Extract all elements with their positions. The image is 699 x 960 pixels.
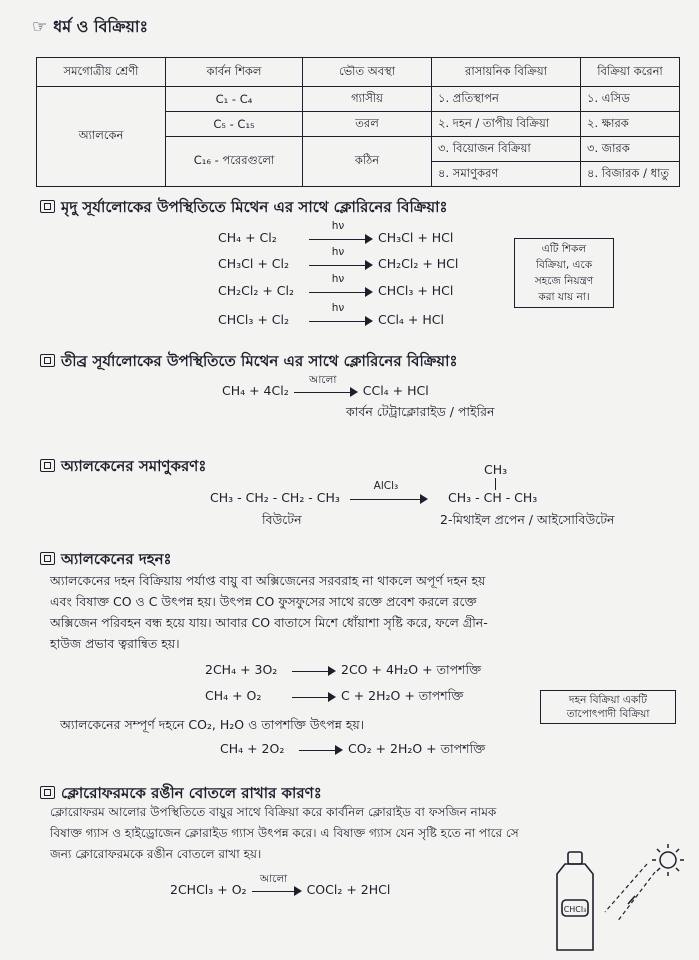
equation: CH₄ + 2O₂ CO₂ + 2H₂O + তাপশক্তি bbox=[220, 741, 486, 756]
group-cell: অ্যালকেন bbox=[37, 87, 166, 187]
light-rays-icon bbox=[605, 864, 655, 922]
pointing-hand-icon: ☞ bbox=[32, 17, 48, 37]
branch-group: CH₃ bbox=[484, 462, 508, 477]
state-cell: গ্যাসীয় bbox=[303, 87, 432, 112]
equation: 2CHCl₃ + O₂ আলো COCl₂ + 2HCl bbox=[170, 872, 391, 897]
state-cell: কঠিন bbox=[303, 137, 432, 187]
section-heading-mild-sunlight: মৃদু সূর্যালোকের উপস্থিতিতে মিথেন এর সাথে ক্লোরিনের বিক্রিয়াঃ bbox=[40, 196, 448, 221]
combustion-paragraph: অ্যালকেনের দহন বিক্রিয়ায় পর্যাপ্ত বায়ু বা অক্সিজেনের সরবরাহ না থাকলে অপূর্ণ দহন হয় এবং বিষাক্ত CO ও C উৎপন্ন হয়। উৎপন্ন CO ফুসফুসের সাথে রক্তে প্রবেশ করলে রক্তে অক্সিজেন পরিবহন বন্ধ হয়ে যায়। আবার CO বাতাসে মিশে ধোঁয়াশা সৃষ্টি করে, ফলে গ্রীন- হাউজ প্রভাব ত্বরান্বিত হয়। bbox=[50, 573, 488, 651]
carbon-cell: C₅ - C₁₅ bbox=[166, 112, 303, 137]
arrow-icon bbox=[292, 666, 336, 676]
reactant-name: বিউটেন bbox=[262, 512, 302, 527]
section-heading-strong-sunlight: তীব্র সূর্যালোকের উপস্থিতিতে মিথেন এর সাথে ক্লোরিনের বিক্রিয়াঃ bbox=[40, 350, 458, 375]
bullet-icon bbox=[40, 786, 55, 799]
bond-line bbox=[495, 478, 496, 490]
reaction-cell: ১. প্রতিস্থাপন bbox=[432, 87, 581, 112]
bullet-icon bbox=[40, 552, 55, 565]
equation: 2CH₄ + 3O₂ 2CO + 4H₂O + তাপশক্তি bbox=[205, 662, 482, 677]
no-reaction-cell: ১. এসিড bbox=[581, 87, 680, 112]
no-reaction-cell: ২. ক্ষারক bbox=[581, 112, 680, 137]
sun-icon bbox=[652, 844, 684, 876]
equation: CHCl₃ + Cl₂ hν CCl₄ + HCl bbox=[218, 301, 444, 327]
arrow-icon: hν bbox=[309, 234, 373, 244]
reaction-cell: ৪. সমাণুকরণ bbox=[432, 162, 581, 187]
arrow-icon: আলো bbox=[252, 886, 302, 896]
arrow-icon: hν bbox=[309, 287, 373, 297]
table-row bbox=[37, 87, 680, 112]
product-name: 2-মিথাইল প্রপেন / আইসোবিউটেন bbox=[440, 512, 615, 527]
bullet-icon bbox=[40, 354, 55, 367]
bottle-label: CHCl₃ bbox=[563, 905, 587, 914]
no-reaction-cell: ৪. বিজারক / ধাতু bbox=[581, 162, 680, 187]
arrow-icon: আলো bbox=[294, 387, 358, 397]
table-header: ভৌত অবস্থা bbox=[303, 58, 432, 87]
chloroform-paragraph: ক্লোরোফরম আলোর উপস্থিতিতে বায়ুর সাথে বিক্রিয়া করে কার্বনিল ক্লোরাইড বা ফসজিন নামক বিষাক্ত গ্যাস ও হাইড্রোজেন ক্লোরাইড গ্যাস উৎপন্ন করে। এ বিষাক্ত গ্যাস যেন সৃষ্টি হতে না পারে সে জন্য ক্লোরোফরমকে রঙীন বোতলে রাখা হয়। bbox=[50, 805, 519, 861]
chain-reaction-note: এটি শিকল বিক্রিয়া, একে সহজে নিয়ন্ত্রণ করা যায় না। bbox=[514, 238, 614, 308]
carbon-cell: C₁ - C₄ bbox=[166, 87, 303, 112]
section-heading-combustion: অ্যালকেনের দহনঃ bbox=[40, 548, 172, 573]
table-header: বিক্রিয়া করেনা bbox=[581, 58, 680, 87]
arrow-icon: AlCl₃ bbox=[350, 494, 428, 504]
exothermic-note: দহন বিক্রিয়া একটি তাপোৎপাদী বিক্রিয়া bbox=[540, 690, 676, 724]
equation: CH₂Cl₂ + Cl₂ hν CHCl₃ + HCl bbox=[218, 272, 454, 298]
section-heading-isomerization: অ্যালকেনের সমাণুকরণঃ bbox=[40, 455, 206, 480]
arrow-icon bbox=[299, 745, 343, 755]
arrow-icon bbox=[292, 692, 336, 702]
arrow-icon: hν bbox=[309, 260, 373, 270]
table-header: রাসায়নিক বিক্রিয়া bbox=[432, 58, 581, 87]
section-heading-chloroform: ক্লোরোফরমকে রঙীন বোতলে রাখার কারণঃ bbox=[40, 782, 322, 807]
equation: CH₄ + 4Cl₂ আলো CCl₄ + HCl bbox=[222, 373, 429, 398]
table-header-row bbox=[37, 58, 680, 87]
table-header: কার্বন শিকল bbox=[166, 58, 303, 87]
equation: CH₄ + O₂ C + 2H₂O + তাপশক্তি bbox=[205, 688, 464, 703]
bullet-icon bbox=[40, 200, 55, 213]
page-title: ☞ ধর্ম ও বিক্রিয়াঃ bbox=[32, 17, 149, 37]
arrow-icon: hν bbox=[309, 316, 373, 326]
alkane-properties-table bbox=[36, 57, 680, 187]
table-header: সমগোত্রীয় শ্রেণী bbox=[37, 58, 166, 87]
colored-bottle-icon bbox=[557, 852, 593, 950]
product-name: কার্বন টেট্রাক্লোরাইড / পাইরিন bbox=[346, 404, 495, 419]
equation: CH₃ - CH₂ - CH₂ - CH₃ AlCl₃ bbox=[210, 490, 438, 505]
bullet-icon bbox=[40, 459, 55, 472]
equation: CH₄ + Cl₂ hν CH₃Cl + HCl bbox=[218, 219, 454, 245]
complete-combustion-text: অ্যালকেনের সম্পূর্ণ দহনে CO₂, H₂O ও তাপশক্তি উৎপন্ন হয়। bbox=[60, 717, 365, 732]
bottle-sun-illustration bbox=[535, 838, 695, 956]
equation: CH₃Cl + Cl₂ hν CH₂Cl₂ + HCl bbox=[218, 245, 459, 271]
product-formula: CH₃ - CH - CH₃ bbox=[448, 490, 538, 505]
no-reaction-cell: ৩. জারক bbox=[581, 137, 680, 162]
reaction-cell: ২. দহন / তাপীয় বিক্রিয়া bbox=[432, 112, 581, 137]
carbon-cell: C₁₆ - পরেরগুলো bbox=[166, 137, 303, 187]
state-cell: তরল bbox=[303, 112, 432, 137]
reaction-cell: ৩. বিয়োজন বিক্রিয়া bbox=[432, 137, 581, 162]
